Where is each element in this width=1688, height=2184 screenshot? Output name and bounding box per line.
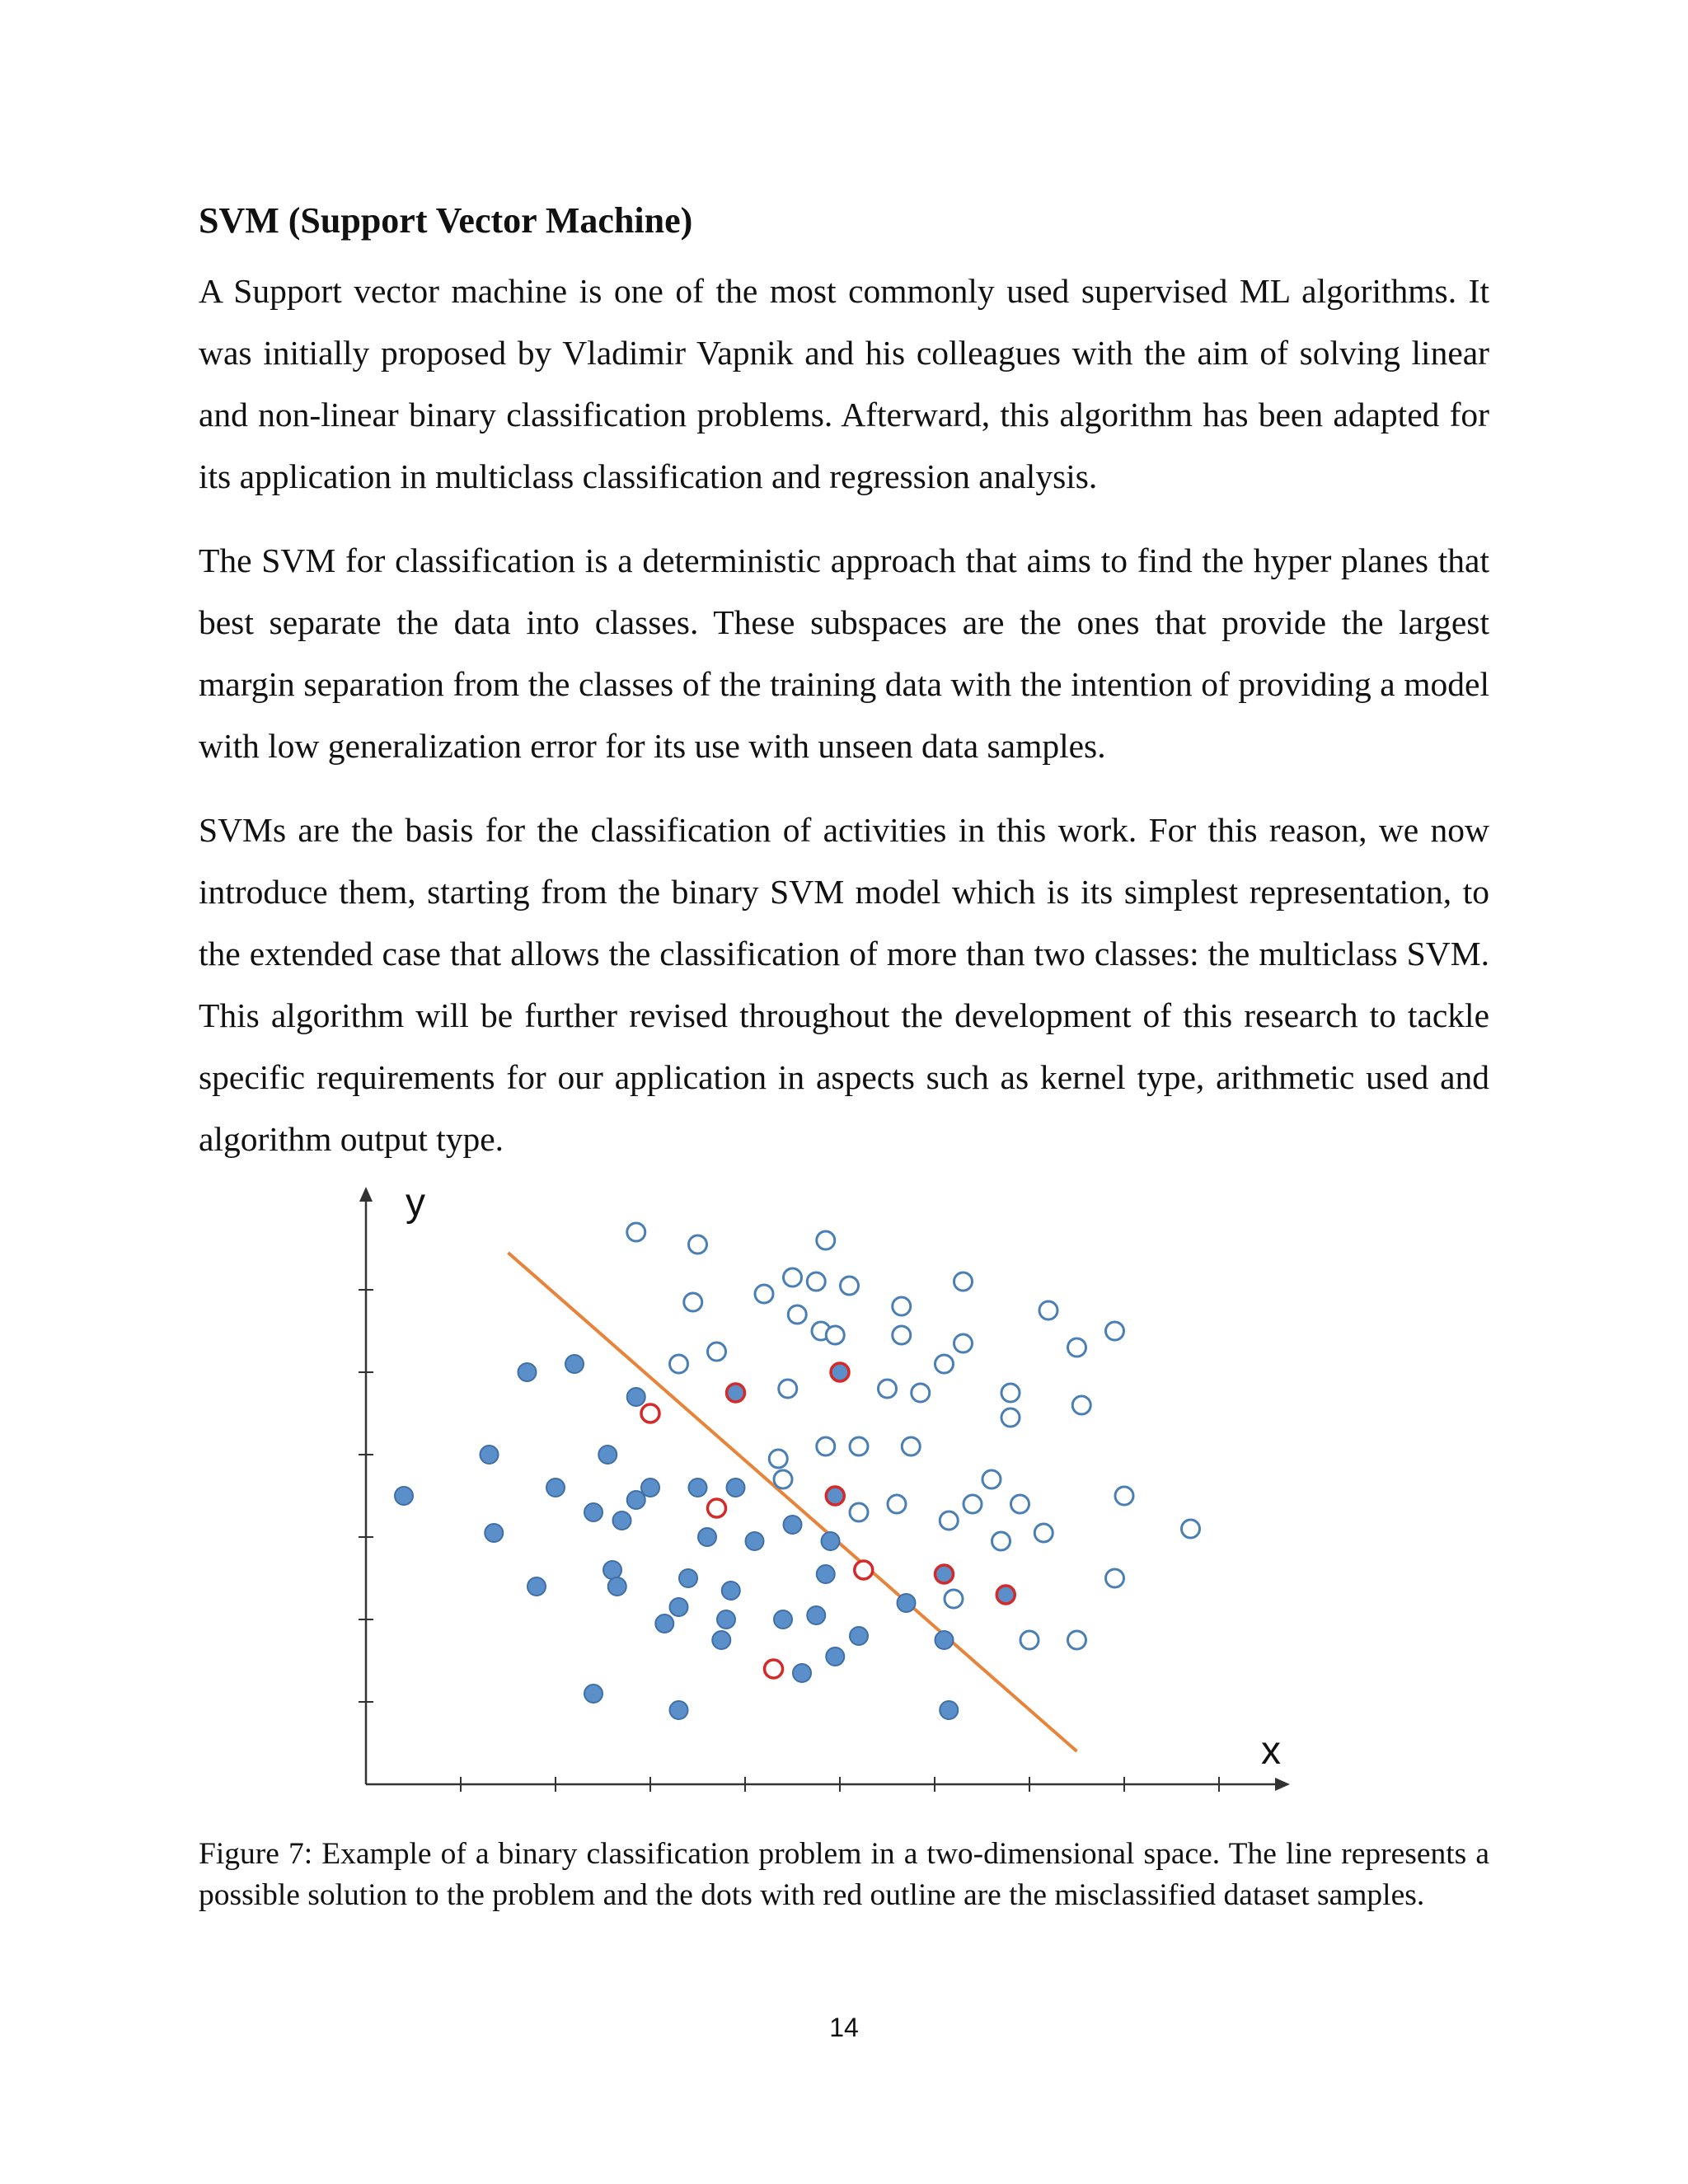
data-point-filled bbox=[940, 1701, 958, 1719]
data-point-misclassified-filled bbox=[826, 1487, 844, 1505]
data-point-filled bbox=[670, 1598, 688, 1616]
data-points bbox=[395, 1223, 1200, 1719]
data-point-filled bbox=[584, 1685, 603, 1703]
data-point-misclassified-hollow bbox=[641, 1404, 659, 1422]
data-point-filled bbox=[793, 1664, 811, 1682]
data-point-hollow bbox=[1001, 1384, 1020, 1402]
paragraph-intro: A Support vector machine is one of the most commonly used supervised ML algorithms. It was initially proposed by Vladimir Vapnik and his colleagues with the aim of solving linear and non-linear binary classification problems. Afterward, this algorithm has been adapted for its application in multiclass classification and regression analysis. bbox=[199, 272, 1489, 495]
data-point-filled bbox=[817, 1565, 835, 1583]
data-point-filled bbox=[598, 1446, 617, 1464]
data-point-misclassified-hollow bbox=[765, 1660, 783, 1678]
data-point-filled bbox=[584, 1503, 603, 1521]
data-point-hollow bbox=[826, 1326, 844, 1344]
data-point-filled bbox=[485, 1524, 503, 1542]
data-point-hollow bbox=[888, 1495, 906, 1513]
data-point-hollow bbox=[774, 1470, 792, 1488]
paragraph-classification: The SVM for classification is a deterministic approach that aims to find the hyper planes that best separate the data into classes. These subspaces are the ones that provide the largest margin separation from the classes of the training data with the intention of providing a model with low generalization error for its use with unseen data samples. bbox=[199, 541, 1489, 765]
data-point-hollow bbox=[1068, 1631, 1086, 1649]
data-point-hollow bbox=[1068, 1338, 1086, 1357]
data-point-filled bbox=[679, 1569, 697, 1587]
data-point-hollow bbox=[784, 1268, 802, 1286]
y-axis-arrow bbox=[359, 1187, 373, 1202]
data-point-hollow bbox=[850, 1503, 868, 1521]
data-point-hollow bbox=[817, 1231, 835, 1249]
data-point-hollow bbox=[945, 1590, 963, 1608]
data-point-hollow bbox=[807, 1272, 825, 1291]
data-point-hollow bbox=[940, 1511, 958, 1530]
data-point-hollow bbox=[982, 1470, 1001, 1488]
data-point-hollow bbox=[670, 1355, 688, 1373]
data-point-hollow bbox=[817, 1437, 835, 1455]
data-point-hollow bbox=[954, 1272, 973, 1291]
page-number: 14 bbox=[829, 2013, 859, 2042]
data-point-hollow bbox=[912, 1384, 930, 1402]
figure-caption: Figure 7: Example of a binary classification problem in a two-dimensional space. The line represents a possible solution to the problem and the dots with red outline are the misclassified dataset samples. bbox=[199, 1837, 1489, 1912]
data-point-hollow bbox=[1182, 1520, 1200, 1538]
decision-boundary-line bbox=[509, 1253, 1077, 1751]
data-point-hollow bbox=[689, 1235, 707, 1254]
data-point-hollow bbox=[755, 1285, 773, 1303]
data-point-filled bbox=[807, 1606, 825, 1624]
data-point-filled bbox=[613, 1511, 631, 1530]
data-point-hollow bbox=[1115, 1487, 1133, 1505]
data-point-filled bbox=[528, 1577, 546, 1596]
data-point-filled bbox=[627, 1388, 645, 1406]
data-point-filled bbox=[712, 1631, 730, 1649]
axis-ticks bbox=[359, 1290, 1219, 1792]
data-point-misclassified-filled bbox=[996, 1586, 1015, 1604]
data-point-hollow bbox=[893, 1297, 911, 1315]
data-point-hollow bbox=[1106, 1569, 1124, 1587]
data-point-filled bbox=[546, 1479, 565, 1497]
data-point-filled bbox=[935, 1631, 954, 1649]
data-point-hollow bbox=[684, 1293, 702, 1311]
data-point-filled bbox=[641, 1479, 659, 1497]
data-point-misclassified-hollow bbox=[855, 1561, 873, 1579]
data-point-hollow bbox=[841, 1277, 859, 1295]
data-point-misclassified-filled bbox=[935, 1565, 954, 1583]
data-point-hollow bbox=[788, 1305, 806, 1324]
data-point-filled bbox=[689, 1479, 707, 1497]
x-axis-label: x bbox=[1261, 1729, 1281, 1773]
data-point-hollow bbox=[1001, 1408, 1020, 1427]
y-axis-label: y bbox=[406, 1181, 425, 1225]
data-point-hollow bbox=[708, 1343, 726, 1361]
data-point-hollow bbox=[992, 1532, 1010, 1550]
data-point-filled bbox=[655, 1615, 673, 1633]
data-point-filled bbox=[898, 1594, 916, 1612]
data-point-filled bbox=[608, 1577, 626, 1596]
data-point-filled bbox=[395, 1487, 413, 1505]
data-point-filled bbox=[698, 1528, 716, 1546]
data-point-hollow bbox=[935, 1355, 954, 1373]
data-point-hollow bbox=[964, 1495, 982, 1513]
data-point-filled bbox=[627, 1491, 645, 1509]
data-point-filled bbox=[722, 1582, 740, 1600]
data-point-misclassified-hollow bbox=[708, 1499, 726, 1517]
data-point-filled bbox=[822, 1532, 840, 1550]
data-point-filled bbox=[481, 1446, 499, 1464]
data-point-filled bbox=[784, 1516, 802, 1534]
data-point-hollow bbox=[769, 1450, 787, 1468]
data-point-filled bbox=[670, 1701, 688, 1719]
data-point-filled bbox=[746, 1532, 764, 1550]
data-point-hollow bbox=[954, 1334, 973, 1352]
section-heading: SVM (Support Vector Machine) bbox=[199, 200, 693, 241]
data-point-hollow bbox=[1034, 1524, 1053, 1542]
data-point-hollow bbox=[1020, 1631, 1039, 1649]
data-point-misclassified-filled bbox=[727, 1384, 745, 1402]
data-point-filled bbox=[518, 1363, 537, 1381]
data-point-filled bbox=[717, 1610, 735, 1629]
data-point-filled bbox=[565, 1355, 584, 1373]
x-axis-arrow bbox=[1275, 1778, 1290, 1791]
paragraph-svm-basis: SVMs are the basis for the classification of activities in this work. For this reason, we now introduce them, starting from the binary SVM model which is its simplest representation, to the extended case that allows the classification of more than two classes: the multiclass SVM. This algorithm will be further revised throughout the development of this research to tackle specific requirements for our application in aspects such as kernel type, arithmetic used and algorithm output type. bbox=[199, 811, 1489, 1158]
data-point-hollow bbox=[850, 1437, 868, 1455]
data-point-filled bbox=[603, 1561, 621, 1579]
data-point-hollow bbox=[902, 1437, 920, 1455]
data-point-filled bbox=[850, 1627, 868, 1645]
data-point-hollow bbox=[627, 1223, 645, 1241]
data-point-hollow bbox=[1072, 1396, 1090, 1414]
data-point-hollow bbox=[1011, 1495, 1029, 1513]
data-point-hollow bbox=[893, 1326, 911, 1344]
svm-scatter-chart bbox=[330, 1174, 1311, 1801]
data-point-filled bbox=[774, 1610, 792, 1629]
data-point-misclassified-filled bbox=[831, 1363, 849, 1381]
data-point-hollow bbox=[1039, 1301, 1057, 1319]
data-point-filled bbox=[727, 1479, 745, 1497]
data-point-hollow bbox=[879, 1380, 897, 1398]
data-point-filled bbox=[826, 1647, 844, 1666]
data-point-hollow bbox=[1106, 1322, 1124, 1340]
data-point-hollow bbox=[779, 1380, 797, 1398]
